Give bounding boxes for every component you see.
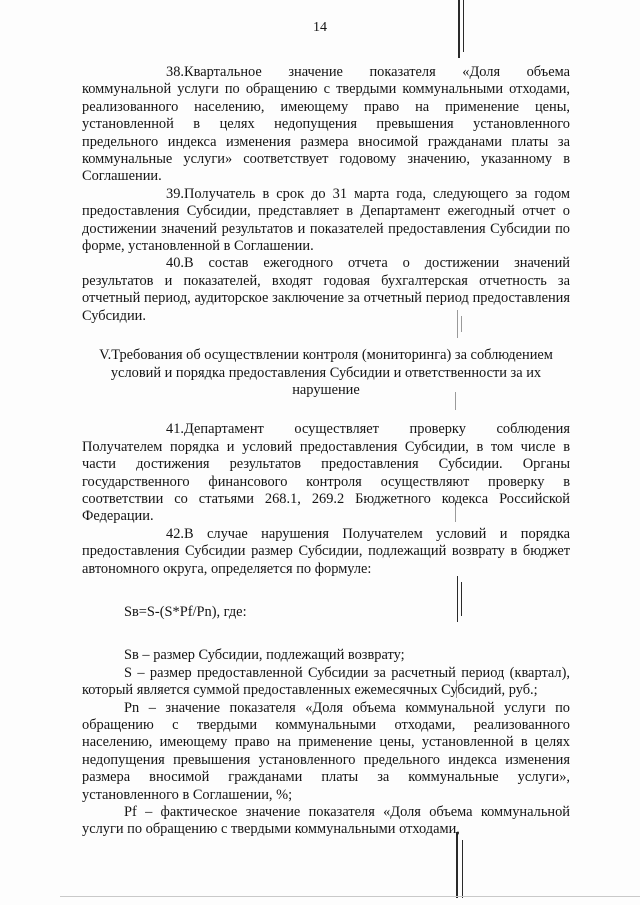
paragraph-text: Получатель в срок до 31 марта года, следующего за годом предоставления Субсидии, представляет в Департамент ежегодный отчет о достижении значений результатов и показателей предоставления Субсидии по форме, установленной в Соглашении. xyxy=(82,185,570,255)
definition-pn: Pn – значение показателя «Доля объема коммунальной услуги по обращению с твердыми коммунальными отходами, реализованного населению, имеющему право на применение цены, установленной в целях недопущения превышения установленного предельного индекса изменения размера вносимой гражданами платы за коммунальные услуги», установленного в Соглашении, %; xyxy=(82,699,570,803)
scan-bottom-edge xyxy=(60,896,640,897)
section-heading: V.Требования об осуществлении контроля (мониторинга) за соблюдением условий и порядка предоставления Субсидии и ответственности за их нарушение xyxy=(99,347,553,398)
paragraph-text: Квартальное значение показателя «Доля объема коммунальной услуги по обращению с твердыми коммунальными отходами, реализованного населению, имеющему право на применение цены, установленной в целях недопущения превышения установленного предельного индекса изменения размера вносимой гражданами платы за коммунальные услуги» соответствует годовому значению, указанному в Соглашении. xyxy=(82,64,570,185)
paragraph-41 xyxy=(82,421,570,525)
scan-artifact-line xyxy=(462,840,463,898)
paragraph-39 xyxy=(82,186,570,256)
formula: Sв=S-(S*Pf/Pn), где: xyxy=(124,603,247,620)
paragraph-text: В случае нарушения Получателем условий и порядка предоставления Субсидии размер Субсидии, подлежащий возврату в бюджет автономного округа, определяется по формуле: xyxy=(82,525,570,577)
paragraph-number: 38. xyxy=(166,64,184,80)
definition-s: S – размер предоставленной Субсидии за расчетный период (квартал), который является суммой предоставленных ежемесячных Субсидий, руб.; xyxy=(82,664,570,699)
scan-artifact-line xyxy=(456,832,458,898)
document-body xyxy=(82,64,570,839)
paragraph-42 xyxy=(82,526,570,578)
paragraph-number: 39. xyxy=(166,185,184,202)
definition-pf: Pf – фактическое значение показателя «Доля объема коммунальной услуги по обращению с твердыми коммунальными отходами, xyxy=(82,804,570,838)
paragraph-text: Департамент осуществляет проверку соблюдения Получателем порядка и условий предоставления Субсидии, в том числе в части достижения результатов предоставления Субсидии. Органы государственного финансового контроля осуществляют проверку в соответствии со статьями 268.1, 269.2 Бюджетного кодекса Российской Федерации. xyxy=(82,421,570,525)
paragraph-number: 40. xyxy=(166,255,184,272)
paragraph-number: 42. xyxy=(166,525,184,542)
scan-artifact-line xyxy=(458,0,460,58)
paragraph-38 xyxy=(82,64,570,186)
paragraph-number: 41. xyxy=(166,421,184,438)
definition-sv: Sв – размер Субсидии, подлежащий возврату; xyxy=(124,647,405,664)
scan-artifact-line xyxy=(463,0,464,52)
paragraph-text: В состав ежегодного отчета о достижении значений результатов и показателей, входят годовая бухгалтерская отчетность за отчетный период, аудиторское заключение за отчетный период предоставления Субсидии. xyxy=(82,255,570,324)
page-number: 14 xyxy=(313,20,327,35)
paragraph-40 xyxy=(82,255,570,325)
